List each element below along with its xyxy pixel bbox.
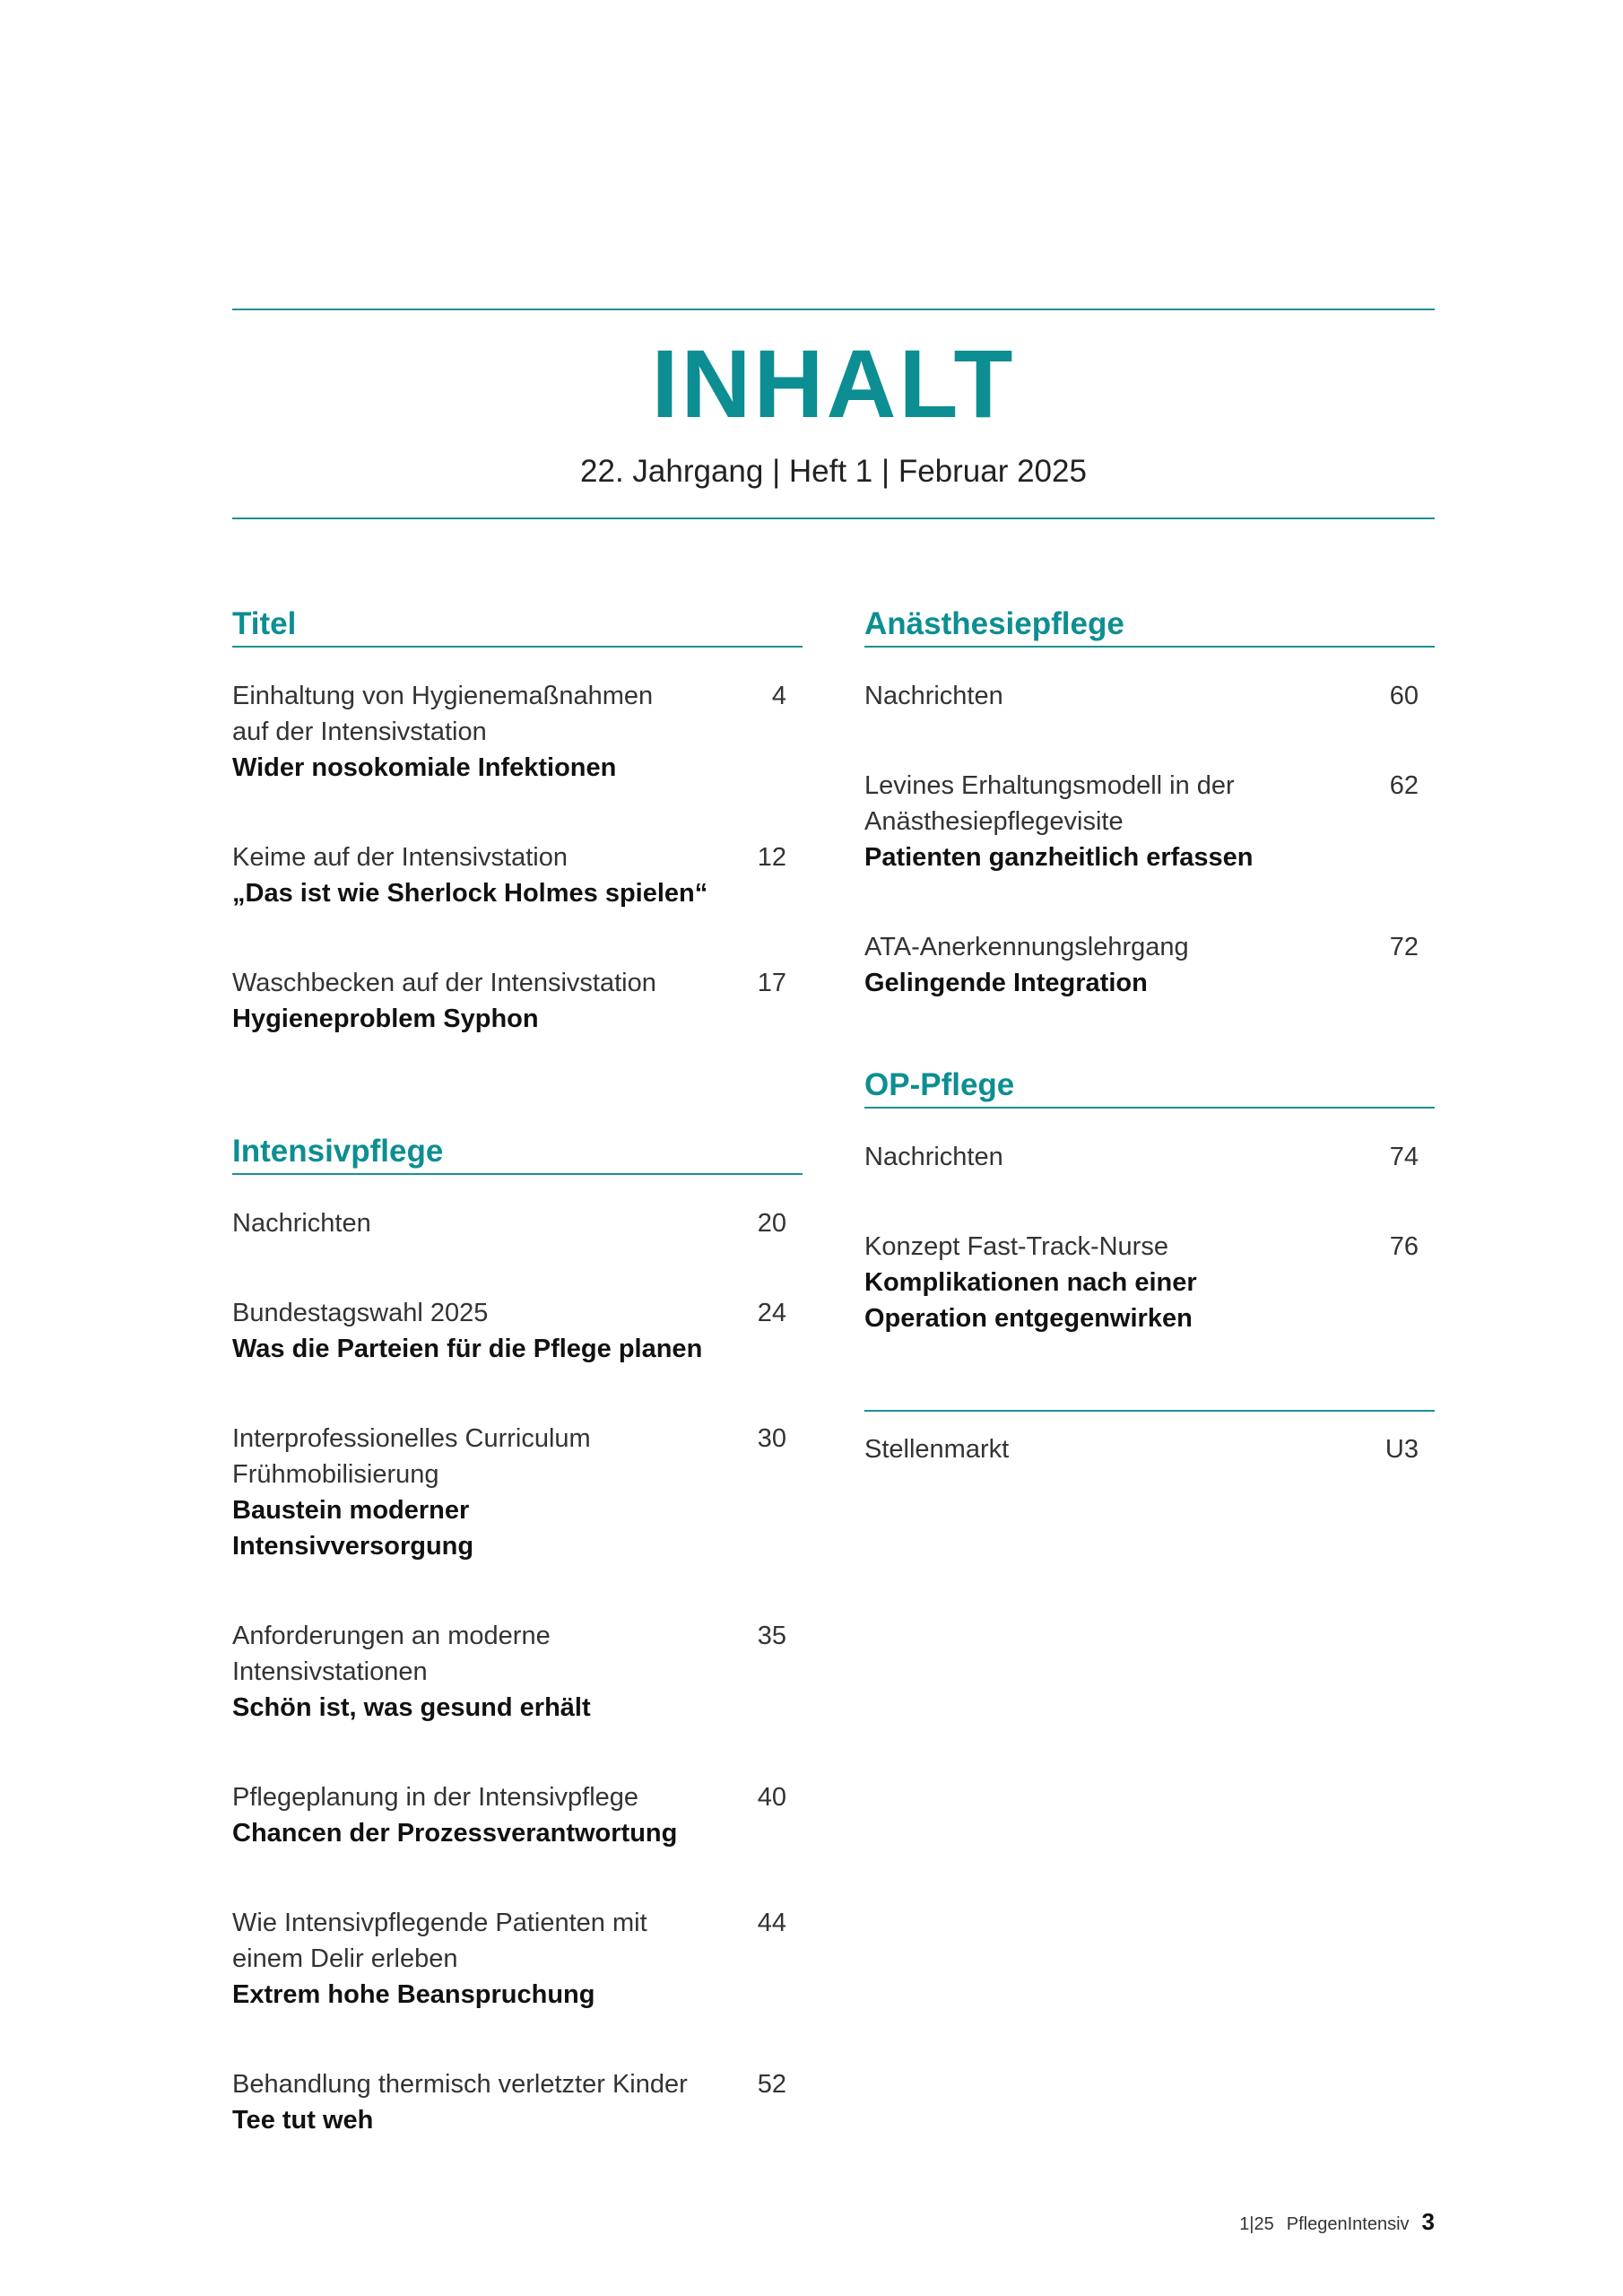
footer-issue: 1|25 [1239, 2214, 1274, 2234]
entry-headline: Tee tut weh [232, 2106, 374, 2135]
entry-text [232, 1779, 716, 1851]
entry-text [232, 839, 716, 911]
entry-topic: Anästhesiepflegevisite [864, 807, 1124, 836]
section-anaesthesiepflege [864, 603, 1435, 1001]
section-divider [864, 1410, 1435, 1412]
entry-page-number: 17 [757, 969, 786, 997]
entry-text [864, 768, 1349, 875]
toc-entry[interactable] [864, 768, 1435, 875]
entry-page-number: 60 [1389, 682, 1419, 710]
entry-list [864, 1139, 1435, 1336]
entry-headline: Gelingende Integration [864, 969, 1148, 997]
entry-text [864, 1229, 1349, 1336]
toc-entry[interactable] [864, 929, 1435, 1001]
entry-topic: Nachrichten [864, 682, 1003, 710]
entry-headline: Komplikationen nach einer [864, 1268, 1197, 1297]
toc-entry[interactable] [864, 1229, 1435, 1336]
section-intensivpflege [232, 1130, 803, 2138]
toc-entry[interactable] [232, 678, 803, 786]
toc-entry[interactable] [864, 678, 1435, 714]
entry-text [864, 1431, 1349, 1467]
entry-page-number: 40 [757, 1783, 786, 1812]
entry-topic: Intensivstationen [232, 1657, 428, 1686]
entry-topic: Konzept Fast-Track-Nurse [864, 1232, 1168, 1261]
entry-topic: Interprofessionelles Curriculum [232, 1424, 591, 1453]
entry-text [864, 929, 1349, 1001]
entry-text [232, 678, 716, 786]
entry-topic: Levines Erhaltungsmodell in der [864, 771, 1235, 800]
entry-page-number: 24 [757, 1299, 786, 1327]
section-heading: OP-Pflege [864, 1064, 1435, 1109]
entry-topic: Nachrichten [232, 1209, 371, 1238]
entry-page-number: 62 [1389, 771, 1419, 800]
entry-page-number: 52 [757, 2070, 786, 2099]
entry-topic: Anforderungen an moderne [232, 1622, 551, 1650]
entry-page-number: 12 [757, 843, 786, 872]
section-stellenmarkt [864, 1410, 1435, 1467]
toc-entry[interactable] [232, 1295, 803, 1367]
entry-topic: Behandlung thermisch verletzter Kinder [232, 2070, 688, 2099]
entry-text [232, 2066, 716, 2138]
entry-headline: Schön ist, was gesund erhält [232, 1693, 591, 1722]
entry-text [232, 1295, 716, 1367]
entry-headline: „Das ist wie Sherlock Holmes spielen“ [232, 879, 708, 908]
footer-page-number: 3 [1421, 2208, 1435, 2235]
entry-topic: Waschbecken auf der Intensivstation [232, 969, 656, 997]
left-column [232, 603, 803, 2138]
entry-topic: Nachrichten [864, 1143, 1003, 1171]
entry-headline: Hygieneproblem Syphon [232, 1004, 539, 1033]
page-title: INHALT [651, 329, 1016, 438]
toc-entry[interactable] [232, 965, 803, 1037]
rule-bottom [232, 517, 1435, 519]
section-op-pflege [864, 1064, 1435, 1336]
entry-page-number: 20 [757, 1209, 786, 1238]
entry-page-number: 76 [1389, 1232, 1419, 1261]
entry-list [864, 678, 1435, 1001]
entry-headline: Chancen der Prozessverantwortung [232, 1819, 678, 1848]
entry-text [232, 1905, 716, 2013]
entry-text [232, 965, 716, 1037]
entry-headline: Wider nosokomiale Infektionen [232, 753, 617, 782]
entry-topic: ATA-Anerkennungslehrgang [864, 933, 1189, 961]
entry-list [232, 1205, 803, 2138]
entry-topic: Bundestagswahl 2025 [232, 1299, 489, 1327]
footer-magazine-name: PflegenIntensiv [1286, 2214, 1410, 2234]
entry-topic: Pflegeplanung in der Intensivpflege [232, 1783, 639, 1812]
toc-entry[interactable] [232, 1905, 803, 2013]
rule-top [232, 309, 1435, 310]
section-heading: Intensivpflege [232, 1130, 803, 1175]
entry-headline: Baustein moderner Intensivversorgung [232, 1496, 474, 1561]
entry-headline: Extrem hohe Beanspruchung [232, 1980, 595, 2009]
toc-entry[interactable] [232, 839, 803, 911]
entry-topic: Wie Intensivpflegende Patienten mit [232, 1909, 647, 1937]
right-column [864, 603, 1435, 1467]
toc-entry[interactable] [232, 1779, 803, 1851]
toc-entry[interactable] [864, 1139, 1435, 1175]
entry-list [864, 1431, 1435, 1467]
toc-entry[interactable] [232, 1618, 803, 1726]
entry-headline: Patienten ganzheitlich erfassen [864, 843, 1254, 872]
section-heading: Anästhesiepflege [864, 603, 1435, 648]
page-footer [1239, 2208, 1435, 2236]
entry-page-number: 74 [1389, 1143, 1419, 1171]
toc-entry[interactable] [232, 1205, 803, 1241]
entry-text [864, 678, 1349, 714]
entry-topic: Stellenmarkt [864, 1435, 1010, 1464]
entry-page-number: 4 [771, 682, 786, 710]
entry-page-number: 44 [757, 1909, 786, 1937]
toc-entry[interactable] [232, 2066, 803, 2138]
entry-list [232, 678, 803, 1037]
entry-topic: auf der Intensivstation [232, 718, 487, 746]
entry-page-number: U3 [1384, 1435, 1419, 1464]
entry-text [232, 1618, 716, 1726]
entry-page-number: 35 [757, 1622, 786, 1650]
entry-topic: einem Delir erleben [232, 1944, 458, 1973]
section-titel [232, 603, 803, 1037]
section-heading: Titel [232, 603, 803, 648]
entry-text [864, 1139, 1349, 1175]
entry-headline: Was die Parteien für die Pflege planen [232, 1335, 703, 1363]
entry-page-number: 72 [1389, 933, 1419, 961]
entry-topic: Einhaltung von Hygienemaßnahmen [232, 682, 654, 710]
entry-topic: Keime auf der Intensivstation [232, 843, 568, 872]
entry-text [232, 1205, 716, 1241]
entry-headline: Operation entgegenwirken [864, 1304, 1193, 1333]
entry-topic: Frühmobilisierung [232, 1460, 439, 1489]
toc-entry[interactable] [232, 1421, 803, 1564]
toc-entry[interactable] [864, 1431, 1435, 1467]
issue-subtitle: 22. Jahrgang | Heft 1 | Februar 2025 [580, 454, 1087, 489]
entry-text [232, 1421, 716, 1564]
entry-page-number: 30 [757, 1424, 786, 1453]
